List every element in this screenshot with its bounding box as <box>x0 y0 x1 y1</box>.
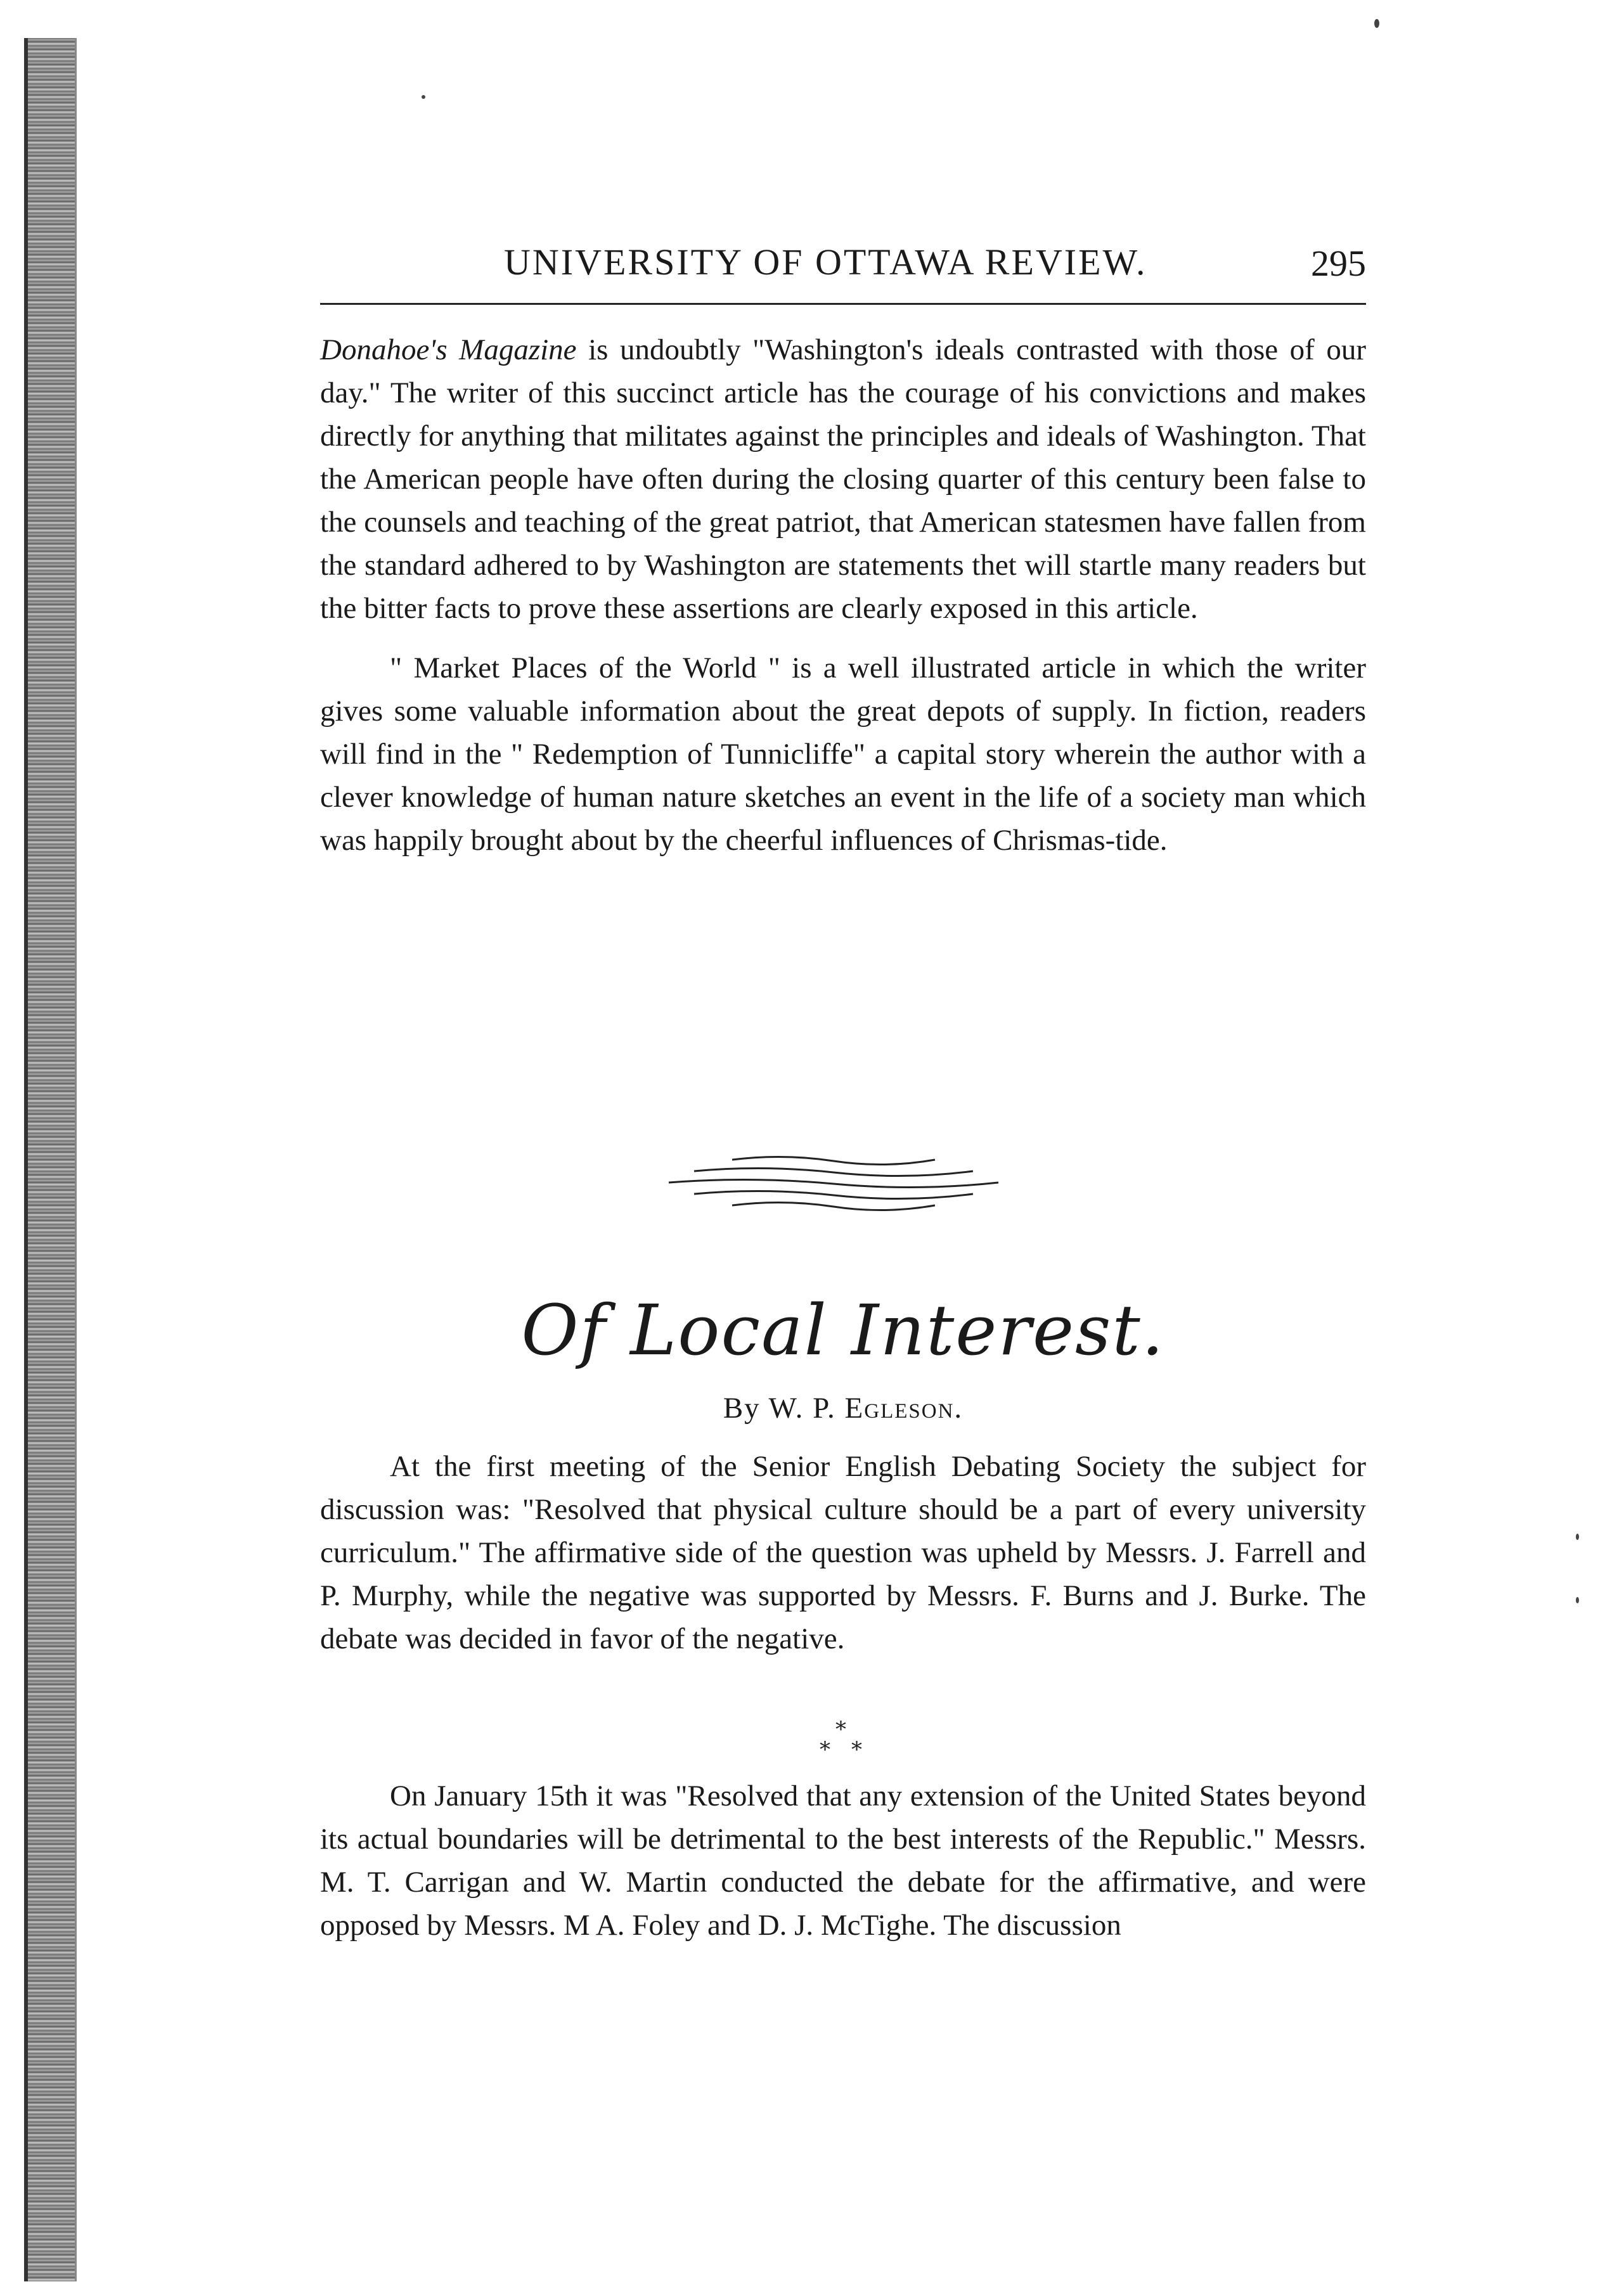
ornament-divider-icon <box>656 1134 1011 1229</box>
scan-speck <box>1374 19 1379 28</box>
running-head: UNIVERSITY OF OTTAWA REVIEW. <box>504 241 1147 283</box>
svg-text:*: * <box>820 1737 830 1762</box>
book-binding-edge <box>24 38 77 2281</box>
local-paragraph-1: At the first meeting of the Senior English Debating Society the subject for discussion was: "Resolved that physical culture should be a part of every university curriculum." The affirmative side of the question was upheld by Messrs. J. Farrell and P. Murphy, while the negative was supported by Messrs. F. Burns and J. Burke. The debate was decided in favor of the negative. <box>320 1450 1366 1655</box>
scan-speck <box>1576 1597 1579 1603</box>
scan-speck <box>1576 1534 1579 1540</box>
byline-author: Egleson. <box>844 1392 964 1425</box>
byline-prefix: By W. P. <box>723 1392 845 1425</box>
review-paragraph-2: " Market Places of the World " is a well illustrated article in which the writer gives some valuable information about the great depots of supply. In fiction, readers will find in the " Redemption of Tunnicliffe" a capital story wherein the author with a clever knowledge of human nature sketches an event in the life of a society man which was happily brought about by the cheerful influences of Chrismas-tide. <box>320 651 1366 857</box>
magazine-title: Donahoe's Magazine <box>320 333 577 366</box>
asterism-icon <box>808 1719 878 1763</box>
local-column-1 <box>320 1445 1366 1660</box>
review-paragraph-1-body: is undoubtly "Washington's ideals contrasted with those of our day." The writer of this succinct article has the courage of his convictions and makes directly for anything that militates against the principles and ideals of Washington. That the American people have often during the closing quarter of this century been false to the counsels and teaching of the great patriot, that American statesmen have fallen from the standard adhered to by Washington are statements thet will startle many readers but the bitter facts to prove these assertions are clearly exposed in this article. <box>320 333 1366 625</box>
svg-text:*: * <box>851 1737 862 1762</box>
review-paragraph-1 <box>320 328 1366 630</box>
byline <box>320 1391 1366 1425</box>
svg-text:*: * <box>835 1719 846 1742</box>
local-paragraph-2: On January 15th it was "Resolved that any extension of the United States beyond its actual boundaries will be detrimental to the best interests of the Republic." Messrs. M. T. Carrigan and W. Martin conducted the debate for the affirmative, and were opposed by Messrs. M A. Foley and D. J. McTighe. The discussion <box>320 1780 1366 1942</box>
local-column-2 <box>320 1774 1366 1947</box>
page-header <box>320 236 1366 286</box>
document-page <box>320 0 1366 2296</box>
review-column <box>320 328 1366 862</box>
header-rule <box>320 303 1366 305</box>
page-number: 295 <box>1311 243 1366 284</box>
section-title: Of Local Interest. <box>521 1290 1165 1371</box>
